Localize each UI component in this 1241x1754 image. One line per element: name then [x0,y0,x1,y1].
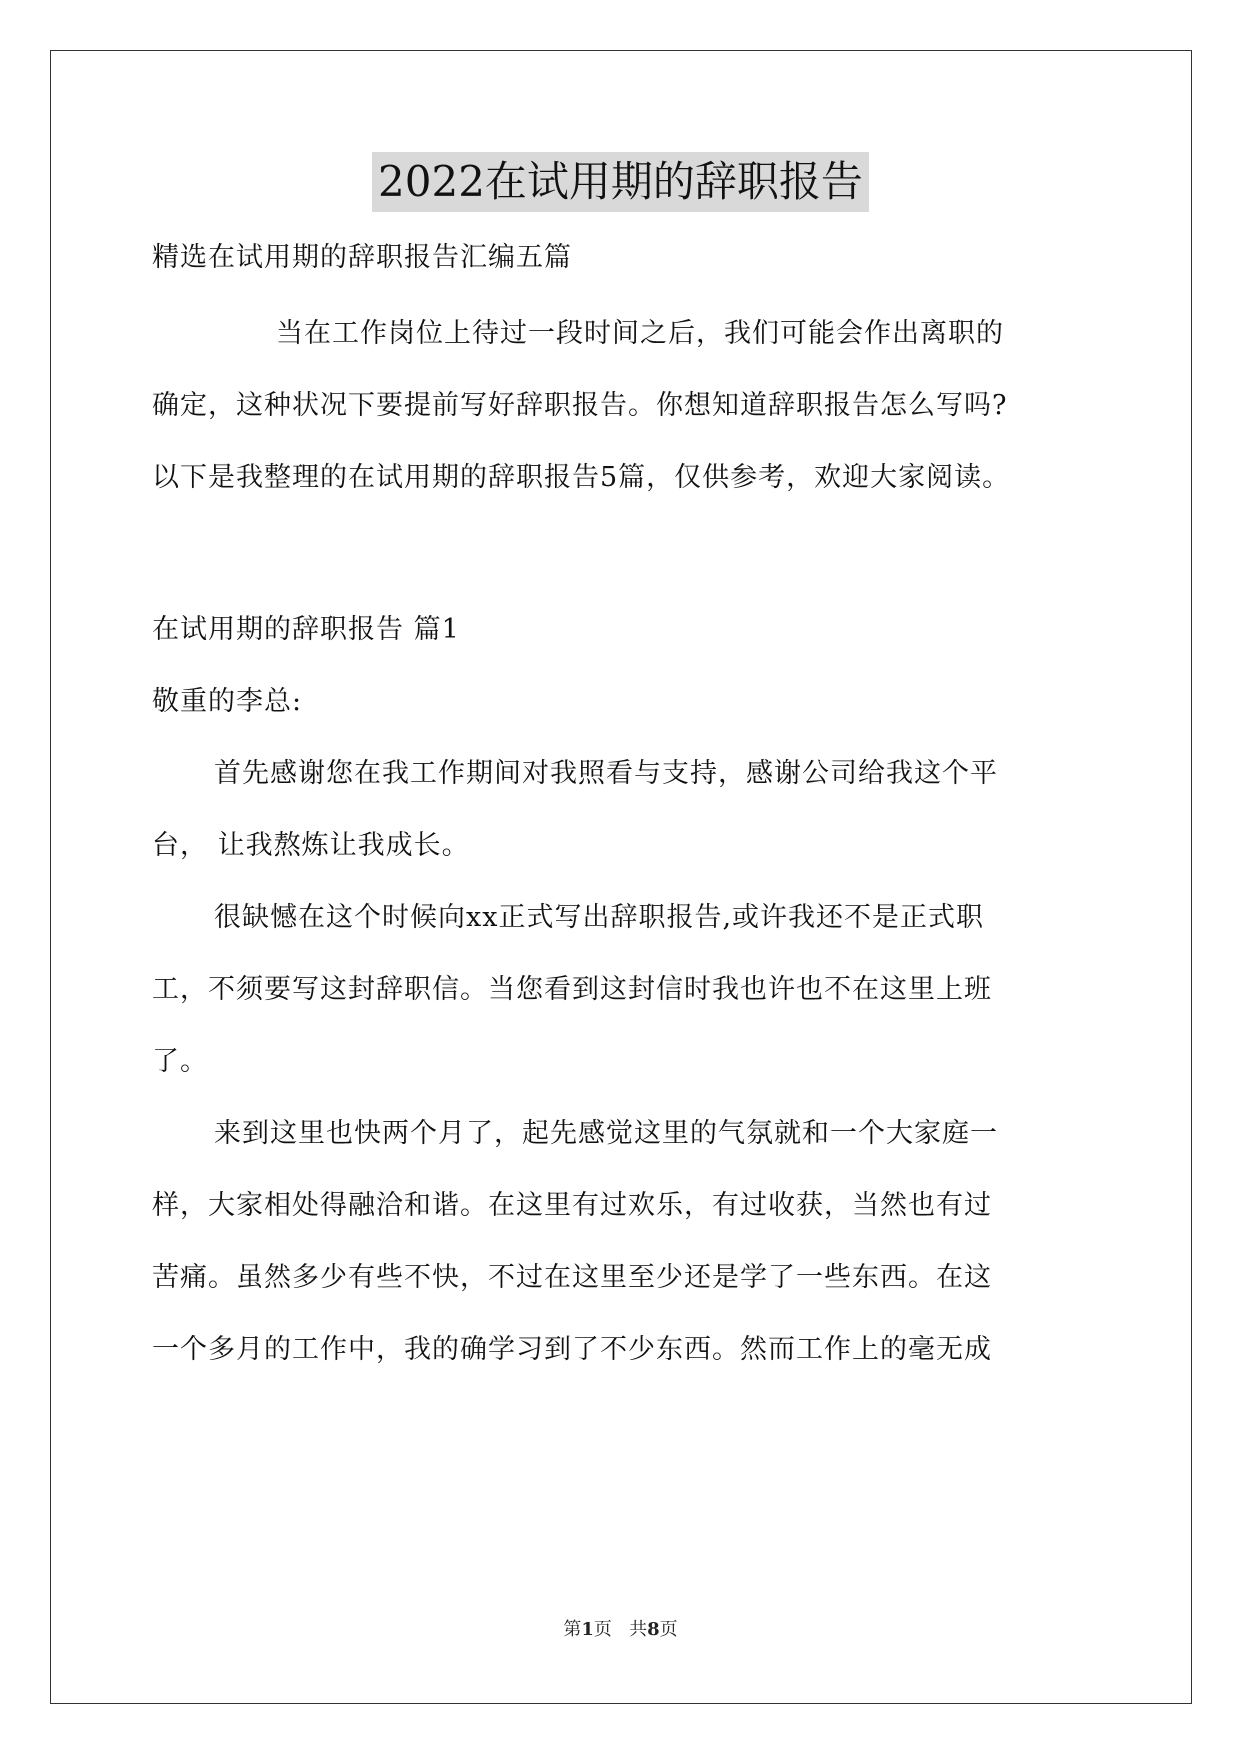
footer-suffix: 页 [659,1619,678,1640]
current-page-number: 1 [581,1619,594,1640]
body-paragraph-line: 了。 [152,1046,208,1077]
body-paragraph-line: 一个多月的工作中，我的确学习到了不少东西。然而工作上的毫无成 [152,1334,992,1365]
body-paragraph-line: 很缺憾在这个时候向xx正式写出辞职报告,或许我还不是正式职 [214,902,985,933]
body-paragraph-line: 苦痛。虽然多少有些不快，不过在这里至少还是学了一些东西。在这 [152,1262,992,1293]
salutation: 敬重的李总: [152,686,303,717]
intro-paragraph-line: 当在工作岗位上待过一段时间之后，我们可能会作出离职的 [276,318,1004,349]
page-border [50,50,1192,1704]
body-paragraph-line: 样，大家相处得融洽和谐。在这里有过欢乐，有过收获，当然也有过 [152,1190,992,1221]
section-heading: 在试用期的辞职报告 篇1 [152,614,460,645]
page-footer [0,1618,1241,1642]
body-paragraph-line: 工，不须要写这封辞职信。当您看到这封信时我也许也不在这里上班 [152,974,992,1005]
body-paragraph-line: 首先感谢您在我工作期间对我照看与支持，感谢公司给我这个平 [214,758,998,789]
body-paragraph-line: 台， 让我熬炼让我成长。 [152,830,470,861]
footer-mid: 页 共 [593,1619,648,1640]
body-paragraph-line: 来到这里也快两个月了，起先感觉这里的气氛就和一个大家庭一 [214,1118,998,1149]
document-title: 2022在试用期的辞职报告 [372,152,869,212]
document-subtitle: 精选在试用期的辞职报告汇编五篇 [152,242,572,273]
intro-paragraph-line: 确定，这种状况下要提前写好辞职报告。你想知道辞职报告怎么写吗? [152,390,1008,421]
footer-prefix: 第 [563,1619,582,1640]
total-page-number: 8 [647,1619,660,1640]
intro-paragraph-line: 以下是我整理的在试用期的辞职报告5篇，仅供参考，欢迎大家阅读。 [152,462,1011,493]
title-container [0,152,1241,212]
